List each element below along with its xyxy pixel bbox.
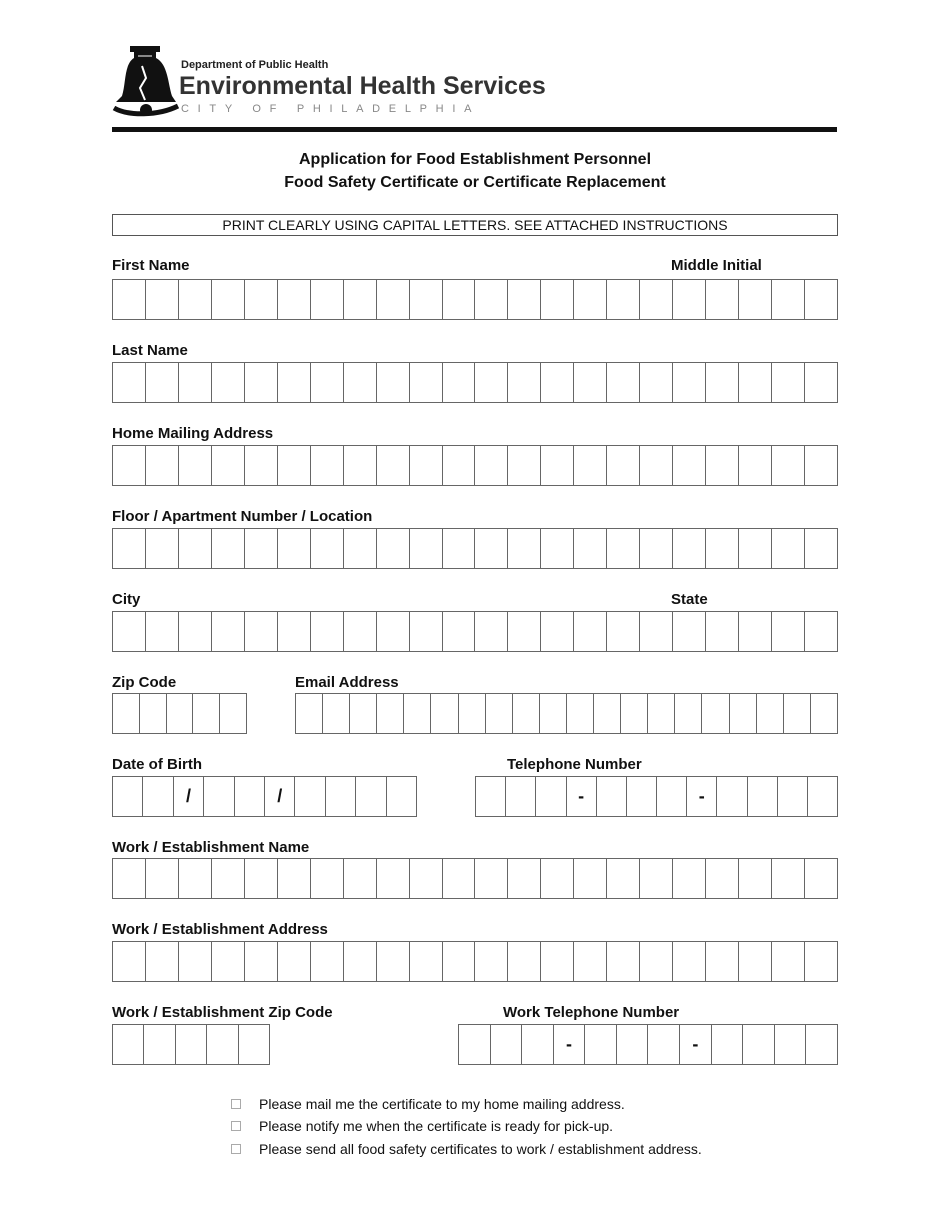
character-cell[interactable] — [245, 612, 278, 651]
character-cell[interactable] — [212, 529, 245, 568]
character-cell[interactable] — [805, 280, 838, 319]
character-cell[interactable] — [772, 942, 805, 981]
character-cell[interactable] — [475, 280, 508, 319]
character-cell[interactable] — [410, 942, 443, 981]
character-cell[interactable] — [506, 777, 536, 816]
character-cell[interactable] — [193, 694, 220, 733]
character-cell[interactable] — [146, 363, 179, 402]
character-cell[interactable] — [356, 777, 386, 816]
character-cell[interactable] — [757, 694, 784, 733]
character-cell[interactable] — [113, 777, 143, 816]
character-cell[interactable] — [278, 363, 311, 402]
character-cell[interactable] — [805, 859, 838, 898]
zip-code-input[interactable] — [112, 693, 247, 734]
character-cell[interactable] — [541, 529, 574, 568]
character-cell[interactable] — [220, 694, 247, 733]
character-cell[interactable] — [377, 280, 410, 319]
character-cell[interactable] — [377, 446, 410, 485]
character-cell[interactable] — [657, 777, 687, 816]
character-cell[interactable] — [146, 612, 179, 651]
character-cell[interactable] — [475, 612, 508, 651]
character-cell[interactable] — [475, 942, 508, 981]
character-cell[interactable] — [245, 446, 278, 485]
character-cell[interactable] — [574, 612, 607, 651]
character-cell[interactable] — [167, 694, 194, 733]
character-cell[interactable] — [476, 777, 506, 816]
character-cell[interactable] — [508, 363, 541, 402]
separator-cell: / — [174, 777, 204, 816]
home-address-label: Home Mailing Address — [112, 425, 274, 442]
character-cell[interactable] — [278, 942, 311, 981]
character-cell[interactable] — [404, 694, 431, 733]
character-cell[interactable] — [640, 363, 673, 402]
email-input[interactable] — [295, 693, 838, 734]
first-name-label: First Name — [112, 257, 190, 274]
character-cell[interactable] — [607, 529, 640, 568]
character-cell[interactable] — [522, 1025, 554, 1064]
character-cell[interactable] — [491, 1025, 523, 1064]
character-cell[interactable] — [443, 612, 476, 651]
character-cell[interactable] — [607, 363, 640, 402]
character-cell[interactable] — [640, 529, 673, 568]
character-cell[interactable] — [475, 363, 508, 402]
character-cell[interactable] — [706, 363, 739, 402]
character-cell[interactable] — [113, 1025, 144, 1064]
character-cell[interactable] — [541, 859, 574, 898]
character-cell[interactable] — [574, 280, 607, 319]
character-cell[interactable] — [627, 777, 657, 816]
character-cell[interactable] — [443, 942, 476, 981]
character-cell[interactable] — [739, 612, 772, 651]
checkbox[interactable] — [231, 1121, 241, 1131]
character-cell[interactable] — [673, 363, 706, 402]
character-cell[interactable] — [323, 694, 350, 733]
character-cell[interactable] — [113, 280, 146, 319]
character-cell[interactable] — [443, 529, 476, 568]
option-notify-pickup[interactable] — [231, 1118, 613, 1134]
character-cell[interactable] — [344, 280, 377, 319]
character-cell[interactable] — [176, 1025, 207, 1064]
character-cell[interactable] — [377, 612, 410, 651]
character-cell[interactable] — [113, 446, 146, 485]
character-cell[interactable] — [806, 1025, 838, 1064]
telephone-label: Telephone Number — [507, 756, 642, 773]
character-cell[interactable] — [640, 280, 673, 319]
character-cell[interactable] — [113, 363, 146, 402]
character-cell[interactable] — [278, 612, 311, 651]
character-cell[interactable] — [739, 942, 772, 981]
character-cell[interactable] — [775, 1025, 807, 1064]
character-cell[interactable] — [387, 777, 417, 816]
character-cell[interactable] — [607, 942, 640, 981]
character-cell[interactable] — [541, 363, 574, 402]
character-cell[interactable] — [706, 529, 739, 568]
character-cell[interactable] — [245, 942, 278, 981]
character-cell[interactable] — [113, 942, 146, 981]
character-cell[interactable] — [245, 859, 278, 898]
character-cell[interactable] — [278, 280, 311, 319]
telephone-input[interactable] — [475, 776, 838, 817]
character-cell[interactable] — [278, 859, 311, 898]
character-cell[interactable] — [617, 1025, 649, 1064]
character-cell[interactable] — [245, 280, 278, 319]
character-cell[interactable] — [377, 859, 410, 898]
character-cell[interactable] — [146, 942, 179, 981]
character-cell[interactable] — [648, 1025, 680, 1064]
character-cell[interactable] — [311, 363, 344, 402]
character-cell[interactable] — [459, 1025, 491, 1064]
character-cell[interactable] — [574, 446, 607, 485]
character-cell[interactable] — [443, 859, 476, 898]
floor-apartment-label: Floor / Apartment Number / Location — [112, 508, 373, 525]
character-cell[interactable] — [245, 363, 278, 402]
character-cell[interactable] — [410, 446, 443, 485]
character-cell[interactable] — [443, 280, 476, 319]
character-cell[interactable] — [717, 777, 747, 816]
character-cell[interactable] — [239, 1025, 270, 1064]
character-cell[interactable] — [475, 529, 508, 568]
character-cell[interactable] — [508, 280, 541, 319]
last-name-input[interactable] — [112, 362, 838, 403]
character-cell[interactable] — [673, 446, 706, 485]
character-cell[interactable] — [805, 529, 838, 568]
character-cell[interactable] — [508, 859, 541, 898]
character-cell[interactable] — [541, 942, 574, 981]
separator-cell: - — [687, 777, 717, 816]
character-cell[interactable] — [179, 446, 212, 485]
character-cell[interactable] — [311, 942, 344, 981]
date-of-birth-label: Date of Birth — [112, 756, 202, 773]
date-of-birth-input[interactable] — [112, 776, 417, 817]
work-address-input[interactable] — [112, 941, 838, 982]
character-cell[interactable] — [541, 280, 574, 319]
character-cell[interactable] — [541, 612, 574, 651]
zip-code-label: Zip Code — [112, 674, 177, 691]
character-cell[interactable] — [730, 694, 757, 733]
character-cell[interactable] — [311, 859, 344, 898]
separator-cell: - — [554, 1025, 586, 1064]
character-cell[interactable] — [706, 942, 739, 981]
character-cell[interactable] — [739, 280, 772, 319]
character-cell[interactable] — [179, 612, 212, 651]
character-cell[interactable] — [443, 446, 476, 485]
character-cell[interactable] — [410, 612, 443, 651]
floor-apartment-input[interactable] — [112, 528, 838, 569]
character-cell[interactable] — [508, 529, 541, 568]
character-cell[interactable] — [621, 694, 648, 733]
character-cell[interactable] — [743, 1025, 775, 1064]
option-send-work[interactable] — [231, 1141, 702, 1157]
character-cell[interactable] — [146, 446, 179, 485]
character-cell[interactable] — [648, 694, 675, 733]
character-cell[interactable] — [508, 942, 541, 981]
character-cell[interactable] — [245, 529, 278, 568]
character-cell[interactable] — [673, 942, 706, 981]
character-cell[interactable] — [607, 859, 640, 898]
character-cell[interactable] — [207, 1025, 238, 1064]
character-cell[interactable] — [739, 859, 772, 898]
character-cell[interactable] — [805, 942, 838, 981]
character-cell[interactable] — [113, 859, 146, 898]
city-state-input[interactable] — [112, 611, 838, 652]
character-cell[interactable] — [179, 363, 212, 402]
email-label: Email Address — [295, 674, 399, 691]
character-cell[interactable] — [585, 1025, 617, 1064]
character-cell[interactable] — [344, 942, 377, 981]
separator-cell: / — [265, 777, 295, 816]
character-cell[interactable] — [212, 446, 245, 485]
character-cell[interactable] — [597, 777, 627, 816]
character-cell[interactable] — [640, 446, 673, 485]
city-label: City — [112, 591, 141, 608]
character-cell[interactable] — [278, 529, 311, 568]
character-cell[interactable] — [113, 529, 146, 568]
option-label: Please mail me the certificate to my home mailing address. — [259, 1096, 625, 1112]
character-cell[interactable] — [311, 446, 344, 485]
character-cell[interactable] — [344, 363, 377, 402]
character-cell[interactable] — [594, 694, 621, 733]
character-cell[interactable] — [113, 612, 146, 651]
character-cell[interactable] — [739, 363, 772, 402]
work-zip-label: Work / Establishment Zip Code — [112, 1004, 333, 1021]
character-cell[interactable] — [772, 280, 805, 319]
form-subtitle: Food Safety Certificate or Certificate Replacement — [284, 174, 666, 191]
character-cell[interactable] — [295, 777, 325, 816]
character-cell[interactable] — [702, 694, 729, 733]
character-cell[interactable] — [146, 529, 179, 568]
instructions-notice: PRINT CLEARLY USING CAPITAL LETTERS. SEE ATTACHED INSTRUCTIONS — [112, 214, 838, 236]
character-cell[interactable] — [640, 612, 673, 651]
character-cell[interactable] — [805, 612, 838, 651]
character-cell[interactable] — [508, 446, 541, 485]
character-cell[interactable] — [640, 942, 673, 981]
character-cell[interactable] — [772, 363, 805, 402]
character-cell[interactable] — [508, 612, 541, 651]
character-cell[interactable] — [212, 942, 245, 981]
character-cell[interactable] — [574, 529, 607, 568]
character-cell[interactable] — [410, 280, 443, 319]
character-cell[interactable] — [673, 612, 706, 651]
work-telephone-input[interactable] — [458, 1024, 838, 1065]
form-title: Application for Food Establishment Personnel — [298, 151, 652, 168]
character-cell[interactable] — [212, 280, 245, 319]
character-cell[interactable] — [326, 777, 356, 816]
character-cell[interactable] — [410, 363, 443, 402]
character-cell[interactable] — [772, 529, 805, 568]
work-name-input[interactable] — [112, 858, 838, 899]
work-telephone-label: Work Telephone Number — [503, 1004, 680, 1021]
character-cell[interactable] — [486, 694, 513, 733]
character-cell[interactable] — [739, 446, 772, 485]
character-cell[interactable] — [344, 612, 377, 651]
department-name: Department of Public Health — [181, 59, 329, 71]
character-cell[interactable] — [475, 446, 508, 485]
character-cell[interactable] — [459, 694, 486, 733]
character-cell[interactable] — [673, 859, 706, 898]
character-cell[interactable] — [607, 280, 640, 319]
character-cell[interactable] — [675, 694, 702, 733]
first-name-input[interactable] — [112, 279, 838, 320]
character-cell[interactable] — [410, 859, 443, 898]
home-address-input[interactable] — [112, 445, 838, 486]
character-cell[interactable] — [212, 363, 245, 402]
separator-cell: - — [567, 777, 597, 816]
work-zip-input[interactable] — [112, 1024, 270, 1065]
character-cell[interactable] — [113, 694, 140, 733]
character-cell[interactable] — [377, 694, 404, 733]
character-cell[interactable] — [179, 529, 212, 568]
character-cell[interactable] — [772, 859, 805, 898]
checkbox[interactable] — [231, 1144, 241, 1154]
service-name: Environmental Health Services — [179, 72, 546, 100]
character-cell[interactable] — [296, 694, 323, 733]
character-cell[interactable] — [706, 859, 739, 898]
character-cell[interactable] — [536, 777, 566, 816]
work-name-label: Work / Establishment Name — [112, 839, 310, 856]
character-cell[interactable] — [607, 612, 640, 651]
character-cell[interactable] — [808, 777, 838, 816]
character-cell[interactable] — [140, 694, 167, 733]
character-cell[interactable] — [235, 777, 265, 816]
character-cell[interactable] — [513, 694, 540, 733]
character-cell[interactable] — [640, 859, 673, 898]
option-label: Please notify me when the certificate is ready for pick-up. — [259, 1118, 614, 1134]
checkbox[interactable] — [231, 1099, 241, 1109]
character-cell[interactable] — [204, 777, 234, 816]
character-cell[interactable] — [212, 612, 245, 651]
character-cell[interactable] — [377, 529, 410, 568]
character-cell[interactable] — [811, 694, 838, 733]
character-cell[interactable] — [311, 280, 344, 319]
character-cell[interactable] — [179, 280, 212, 319]
last-name-label: Last Name — [112, 342, 188, 359]
character-cell[interactable] — [350, 694, 377, 733]
city-name: CITY OF PHILADELPHIA — [181, 103, 481, 115]
character-cell[interactable] — [311, 529, 344, 568]
middle-initial-label: Middle Initial — [671, 257, 762, 274]
character-cell[interactable] — [311, 612, 344, 651]
character-cell[interactable] — [607, 446, 640, 485]
character-cell[interactable] — [805, 363, 838, 402]
character-cell[interactable] — [278, 446, 311, 485]
character-cell[interactable] — [574, 942, 607, 981]
header-rule — [112, 127, 837, 132]
character-cell[interactable] — [739, 529, 772, 568]
character-cell[interactable] — [772, 446, 805, 485]
character-cell[interactable] — [377, 363, 410, 402]
state-label: State — [671, 591, 708, 608]
character-cell[interactable] — [574, 859, 607, 898]
character-cell[interactable] — [706, 612, 739, 651]
character-cell[interactable] — [443, 363, 476, 402]
character-cell[interactable] — [748, 777, 778, 816]
character-cell[interactable] — [344, 859, 377, 898]
character-cell[interactable] — [143, 777, 173, 816]
character-cell[interactable] — [344, 529, 377, 568]
character-cell[interactable] — [410, 529, 443, 568]
character-cell[interactable] — [673, 280, 706, 319]
character-cell[interactable] — [541, 446, 574, 485]
character-cell[interactable] — [179, 942, 212, 981]
character-cell[interactable] — [706, 280, 739, 319]
character-cell[interactable] — [144, 1025, 175, 1064]
character-cell[interactable] — [179, 859, 212, 898]
character-cell[interactable] — [475, 859, 508, 898]
character-cell[interactable] — [673, 529, 706, 568]
work-address-label: Work / Establishment Address — [112, 921, 328, 938]
character-cell[interactable] — [567, 694, 594, 733]
separator-cell: - — [680, 1025, 712, 1064]
liberty-bell-icon — [112, 44, 182, 120]
character-cell[interactable] — [784, 694, 811, 733]
character-cell[interactable] — [574, 363, 607, 402]
character-cell[interactable] — [146, 280, 179, 319]
character-cell[interactable] — [212, 859, 245, 898]
character-cell[interactable] — [778, 777, 808, 816]
character-cell[interactable] — [146, 859, 179, 898]
character-cell[interactable] — [772, 612, 805, 651]
character-cell[interactable] — [540, 694, 567, 733]
character-cell[interactable] — [431, 694, 458, 733]
option-mail-home[interactable] — [231, 1096, 625, 1112]
character-cell[interactable] — [805, 446, 838, 485]
character-cell[interactable] — [706, 446, 739, 485]
character-cell[interactable] — [344, 446, 377, 485]
character-cell[interactable] — [712, 1025, 744, 1064]
character-cell[interactable] — [377, 942, 410, 981]
option-label: Please send all food safety certificates to work / establishment address. — [259, 1141, 702, 1157]
